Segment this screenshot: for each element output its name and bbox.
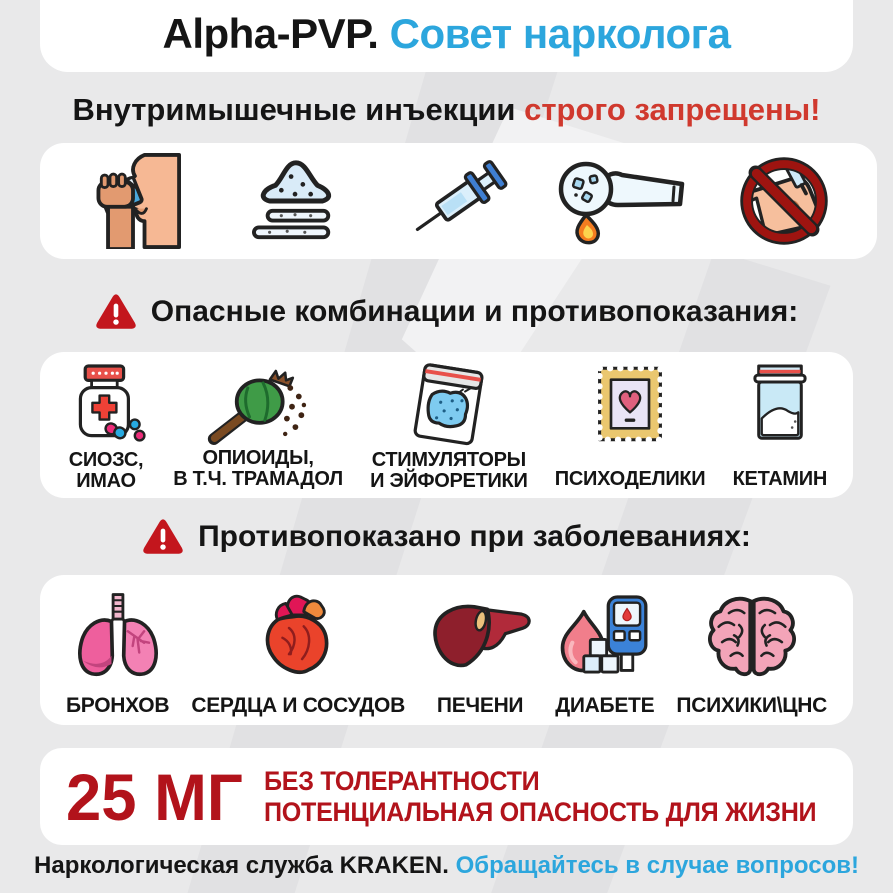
disease-item-label (676, 689, 827, 717)
label-line: КЕТАМИН (732, 467, 827, 490)
title-card (40, 0, 853, 72)
disease-item-psyche (676, 585, 827, 717)
label-line: ИМАО (76, 470, 136, 493)
label-line: СЕРДЦА И СОСУДОВ (191, 693, 405, 717)
poppy-opioids-icon (207, 362, 309, 448)
combo-item-stimulants (370, 362, 528, 493)
dose-warning-card (40, 748, 853, 845)
injection-warning-line (0, 92, 893, 128)
dose-warning-line2: ПОТЕНЦИАЛЬНАЯ ОПАСНОСТЬ ДЛЯ ЖИЗНИ (264, 796, 817, 827)
combo-item-label (69, 450, 144, 492)
label-line: ПЕЧЕНИ (436, 693, 524, 717)
footer-contact-text: Обращайтесь в случае вопросов! (455, 852, 859, 879)
label-line: ПСИХОДЕЛИКИ (554, 467, 706, 490)
liver-icon (427, 585, 533, 689)
label-line: И ЭЙФОРЕТИКИ (370, 470, 528, 493)
dose-value: 25 МГ (66, 759, 243, 834)
label-line: В Т.Ч. ТРАМАДОЛ (173, 468, 343, 491)
brain-icon (705, 585, 799, 689)
pill-bottle-icon (66, 362, 146, 450)
diseases-card (40, 575, 853, 725)
diabetes-icon (556, 585, 654, 689)
dose-warning-line1: БЕЗ ТОЛЕРАНТНОСТИ (264, 765, 540, 796)
smoking-pipe-flame-icon (540, 151, 703, 251)
warning-line-black: Внутримышечные инъекции (72, 92, 516, 127)
combinations-card (40, 352, 853, 498)
disease-item-label (555, 689, 654, 717)
title-drug-name: Alpha-PVP. (162, 10, 379, 57)
disease-item-liver (427, 585, 533, 717)
combinations-header (0, 293, 893, 331)
label-line: СИОЗС, (68, 449, 144, 471)
warning-triangle-icon (142, 518, 184, 556)
syringe-icon (377, 146, 540, 256)
label-line: ПСИХИКИ\ЦНС (676, 693, 827, 717)
footer-line (0, 852, 893, 880)
combo-item-label (370, 450, 527, 492)
lungs-icon (69, 585, 167, 689)
oral-drinking-icon (52, 153, 215, 249)
combo-item-label (555, 446, 706, 490)
label-line: БРОНХОВ (66, 693, 170, 717)
disease-item-label (66, 689, 169, 717)
warning-triangle-icon (95, 293, 137, 331)
page-title (162, 10, 730, 72)
disease-item-heart (191, 585, 405, 717)
combinations-header-text: Опасные комбинации и противопоказания: (150, 295, 799, 328)
disease-item-diabetes (555, 585, 654, 717)
insufflation-powder-icon (215, 157, 378, 245)
combo-item-label (173, 448, 343, 490)
disease-item-label (191, 689, 405, 717)
stimulants-baggie-icon (405, 362, 493, 450)
footer-service-name: Наркологическая служба KRAKEN. (34, 852, 449, 879)
label-line: СТИМУЛЯТОРЫ (371, 449, 526, 471)
dose-warning-text (264, 766, 816, 828)
disease-item-label (437, 689, 523, 717)
label-line: ОПИОИДЫ, (202, 447, 314, 469)
combo-item-ketamine (733, 362, 827, 490)
heart-icon (253, 585, 343, 689)
combo-item-label (733, 446, 827, 490)
no-intramuscular-injection-icon (702, 149, 865, 253)
combo-item-opioids (173, 362, 343, 490)
combo-item-psychedelics (555, 362, 706, 490)
diseases-header-text: Противопоказано при заболеваниях: (198, 520, 751, 553)
title-subtext: Совет нарколога (389, 10, 731, 57)
diseases-header (0, 518, 893, 556)
label-line: ДИАБЕТЕ (555, 693, 655, 717)
routes-card (40, 143, 877, 259)
combo-item-ssri (66, 362, 146, 493)
psychedelics-blotter-icon (592, 362, 668, 446)
disease-item-bronchi (66, 585, 169, 717)
warning-line-red: строго запрещены! (524, 92, 821, 127)
ketamine-baggie-icon (742, 362, 818, 446)
